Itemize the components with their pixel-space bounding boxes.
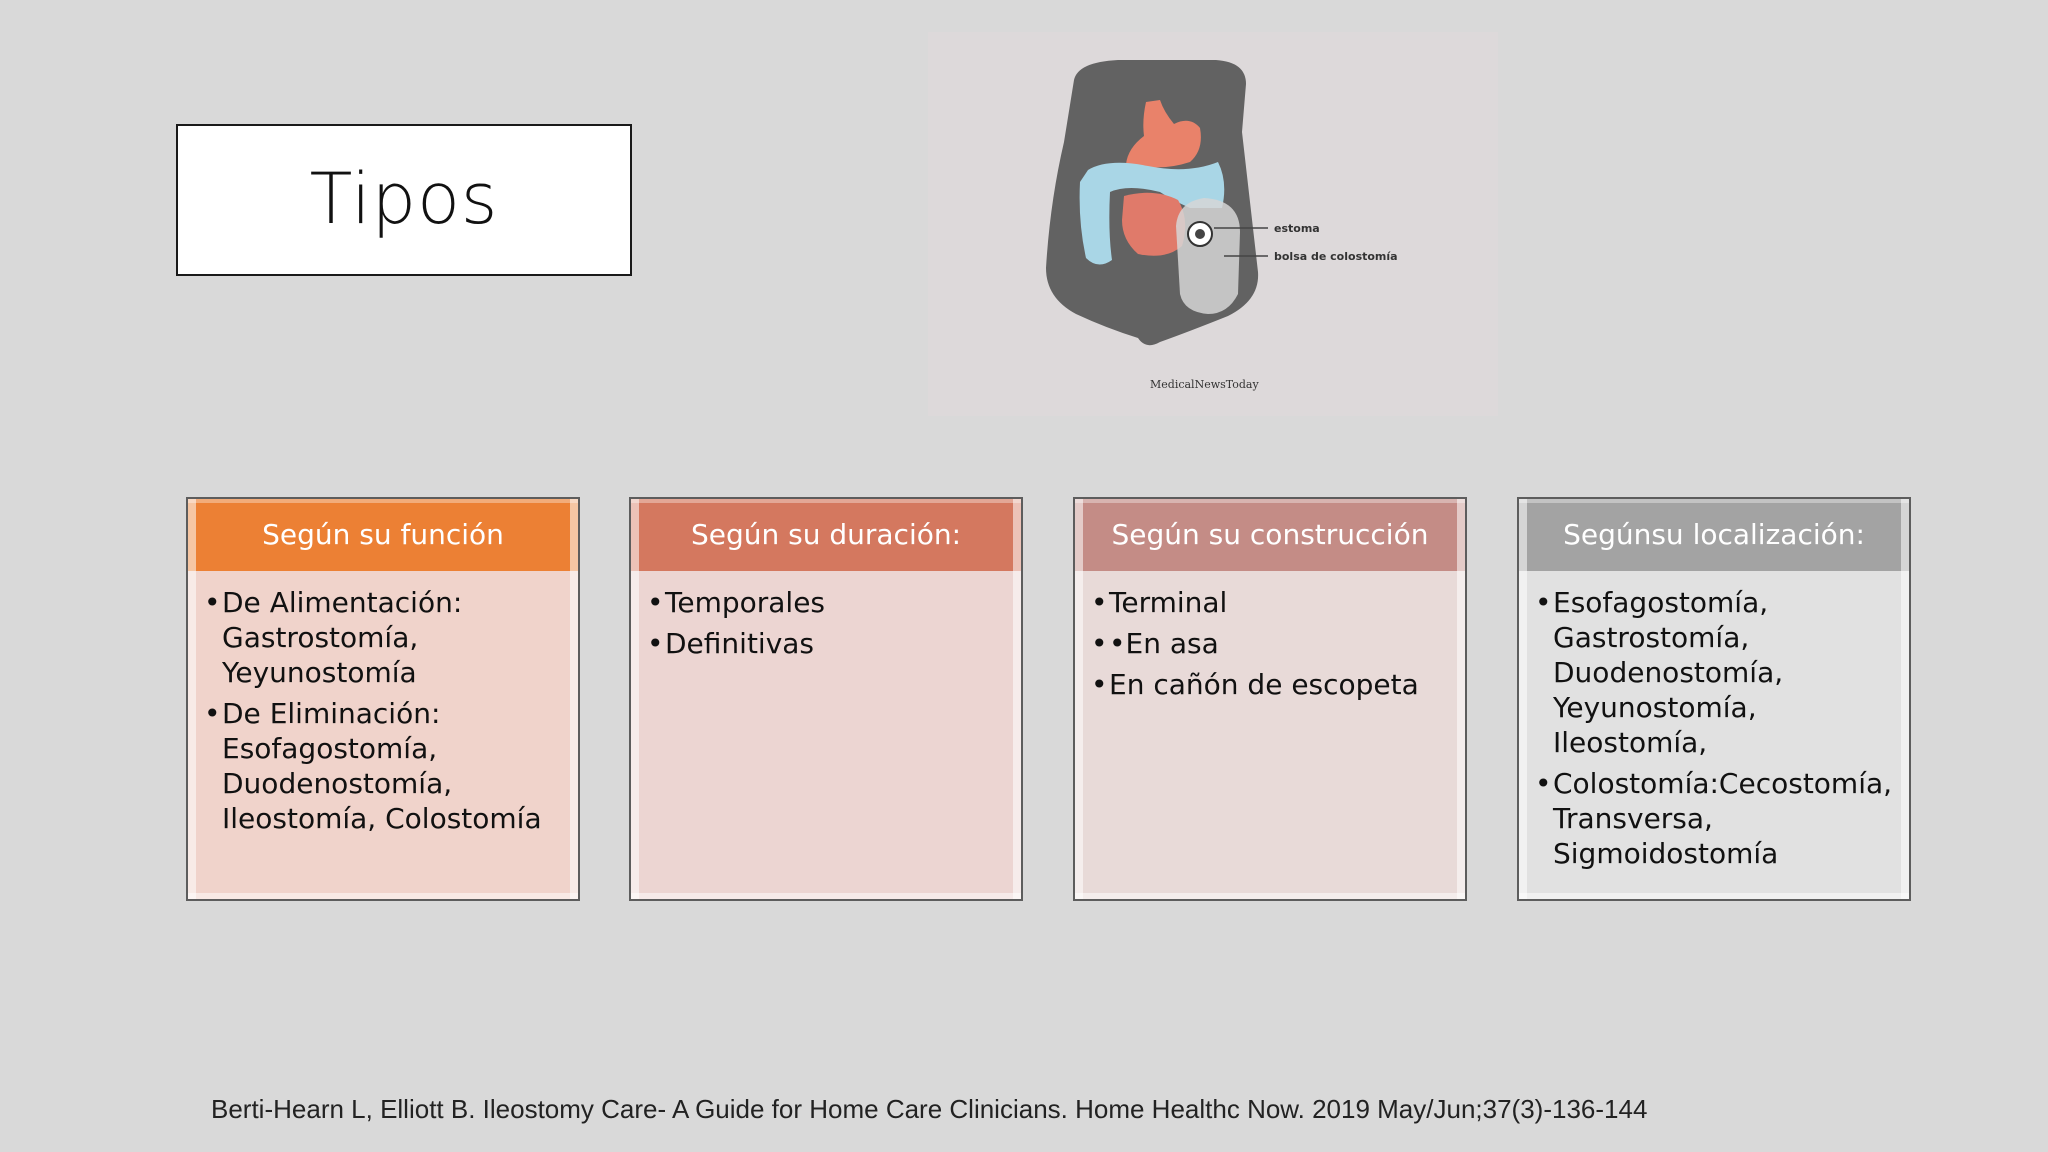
torso-diagram [928,32,1498,416]
list-item: • De Alimentación: Gastrostomía, Yeyunostomía [222,585,558,690]
card-body [1075,571,1465,899]
list-item: • Temporales [665,585,1001,620]
card-header: Según su construcción [1075,499,1465,573]
small-intestine-shape [1122,193,1185,256]
label-bolsa: bolsa de colostomía [1274,250,1398,263]
list-item: • Terminal [1109,585,1445,620]
title-box [176,124,632,276]
slide-title: Tipos [309,158,499,240]
card-header: Según su función [188,499,578,573]
list-item: • Colostomía:Cecostomía, Transversa, Sigmoidostomía [1553,766,1889,871]
card-header: Segúnsu localización: [1519,499,1909,573]
list-item: • •En asa [1109,626,1445,661]
figure-credit: MedicalNewsToday [1150,378,1259,391]
list-item: • De Eliminación: Esofagostomía, Duodenostomía, Ileostomía, Colostomía [222,696,558,836]
stoma-illustration [928,32,1498,416]
list-item: • Esofagostomía, Gastrostomía, Duodenostomía, Yeyunostomía, Ileostomía, [1553,585,1889,760]
label-estoma: estoma [1274,222,1320,235]
card-duracion [629,497,1023,901]
card-construccion [1073,497,1467,901]
card-funcion [186,497,580,901]
card-header: Según su duración: [631,499,1021,573]
list-item: • Definitivas [665,626,1001,661]
card-localizacion [1517,497,1911,901]
list-item: • En cañón de escopeta [1109,667,1445,702]
card-body [188,571,578,899]
card-body [1519,571,1909,899]
card-body [631,571,1021,899]
reference-citation: Berti-Hearn L, Elliott B. Ileostomy Care- A Guide for Home Care Clinicians. Home Healthc Now. 2019 May/Jun;37(3)-136-144 [211,1094,1648,1124]
